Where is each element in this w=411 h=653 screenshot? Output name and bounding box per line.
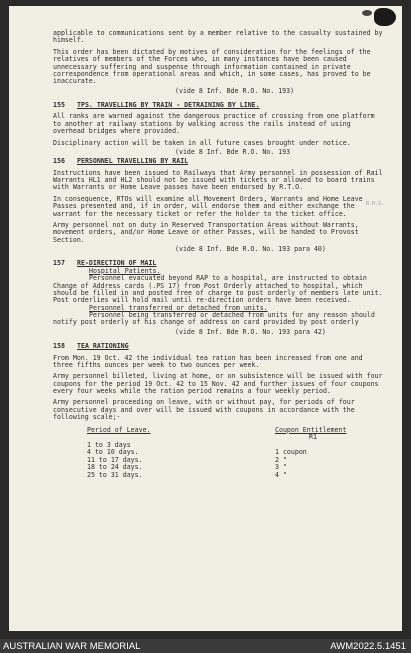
section-156-reference: (vide 8 Inf. Bde R.O. No. 193 para 40) (175, 245, 326, 253)
section-157-para-2: Personnel being transferred or detached from units for any reason should notify post orderly of his change of address on card provided by post orderly (53, 311, 375, 327)
section-156-para-2: In consequence, RTOs will examine all Movement Orders, Warrants and Home Leave Passes presented and, if in order, will endorse them and either exchange the warrant for the necessary ticket or refer the holder to the ticket office. (53, 194, 363, 218)
table-cell: 4 " (275, 470, 287, 479)
section-158-heading (53, 343, 386, 350)
ink-stain (374, 8, 396, 26)
coupon-column (269, 427, 375, 480)
coupon-table (53, 427, 386, 480)
table-header: Period of Leave. (87, 425, 151, 434)
section-title: RE-DIRECTION OF MAIL (77, 259, 157, 268)
section-title: TPS. TRAVELLING BY TRAIN - DETRAINING BY LINE. (77, 101, 260, 109)
table-row: 25 to 31 days. (87, 470, 143, 479)
margin-note: R.H.S. (365, 201, 384, 207)
section-156-para-3: Army personnel not on duty in Reserved Transportation Areas without Warrants, movement orders, and/or Home Leave or other Passes, will be handed to Provost Section. (53, 220, 359, 244)
intro-paragraph: This order has been dictated by motives of consideration for the feelings of the relatives of members of the Forces who, in many instances have been caused unnecessary suffering and suspense through information contained in private correspondence from operational areas and which, in some cases, has proved to be inaccurate. (53, 47, 371, 86)
section-155-heading (53, 102, 386, 109)
section-158-para-3: Army personnel proceeding on leave, with or without pay, for periods of four consecutive days and over will be issued with coupons in accordance with the following scale;- (53, 398, 355, 422)
leave-period-column (53, 427, 269, 480)
section-title: PERSONNEL TRAVELLING BY RAIL (77, 157, 189, 166)
section-157-reference: (vide 8 Inf. Bde R.O. No. 193 para 42) (175, 327, 326, 336)
ink-stain (362, 10, 372, 16)
section-number: 158 (53, 342, 65, 351)
section-number: 156 (53, 157, 65, 166)
intro-reference: (vide 8 Inf. Bde R.O. No. 193) (175, 86, 295, 95)
section-number: 155 (53, 101, 65, 109)
archive-name: AUSTRALIAN WAR MEMORIAL (3, 641, 141, 652)
section-158-para-2: Army personnel billeted, living at home, or on subsistence will be issued with four coupons for the period 19 Oct. 42 to 15 Nov. 42 and further issues of four coupons every four weeks while the ration period remains a four weekly period. (53, 372, 383, 395)
table-subheader: R1 (309, 433, 317, 441)
section-158-para-1: From Mon. 19 Oct. 42 the individual tea ration has been increased from one and three fifths ounces per week to two ounces per week. (53, 353, 363, 369)
archive-footer (0, 639, 411, 653)
section-title: TEA RATIONING (77, 342, 129, 351)
section-156-heading (53, 158, 386, 165)
table-row: 1 to 3 days (87, 440, 131, 449)
table-cell: 3 " (275, 463, 287, 471)
section-number: 157 (53, 259, 65, 268)
intro-fragment: applicable to communications sent by a member relative to the casualty sustained by himself. (53, 29, 383, 45)
archive-reference: AWM2022.5.1451 (330, 641, 406, 652)
document-page (9, 6, 402, 631)
section-157-para-1: Personnel evacuated beyond RAP to a hospital, are instructed to obtain Change of Address cards (.PS 17) from Post Orderly attached to hospital, which should be filled in and posted free of charge to post orderly of members late unit. Post orderlies will hold mail until re-direction orders have been received. (53, 274, 383, 305)
section-156-para-1: Instructions have been issued to Railways that Army personnel in possession of Rail Warrants HL1 and HL2 should not be issued with tickets or allowed to board trains with Warrants or Home Leave passes have been endorsed by R.T.O. (53, 168, 383, 192)
section-155-para-2: Disciplinary action will be taken in all future cases brought under notice. (53, 138, 351, 147)
section-155-reference: (vide 8 Inf. Bde R.O. No. 193 (175, 147, 291, 156)
table-row: 4 to 10 days. (87, 448, 139, 456)
table-header: Coupon Entitlement (275, 425, 347, 434)
subheading-personnel-transferred: Personnel transferred or detached from units. (89, 303, 268, 312)
document-body (53, 30, 386, 479)
section-155-para-1: All ranks are warned against the dangerous practice of crossing from one platform to another at railway stations by walking across the rails instead of using overhead bridges where provided. (53, 112, 375, 136)
table-cell: 2 " (275, 455, 287, 464)
subheading-hospital-patients: Hospital Patients. (89, 266, 161, 275)
table-row: 18 to 24 days. (87, 463, 143, 471)
table-row: 11 to 17 days. (87, 455, 143, 464)
table-cell: 1 coupon (275, 448, 307, 456)
